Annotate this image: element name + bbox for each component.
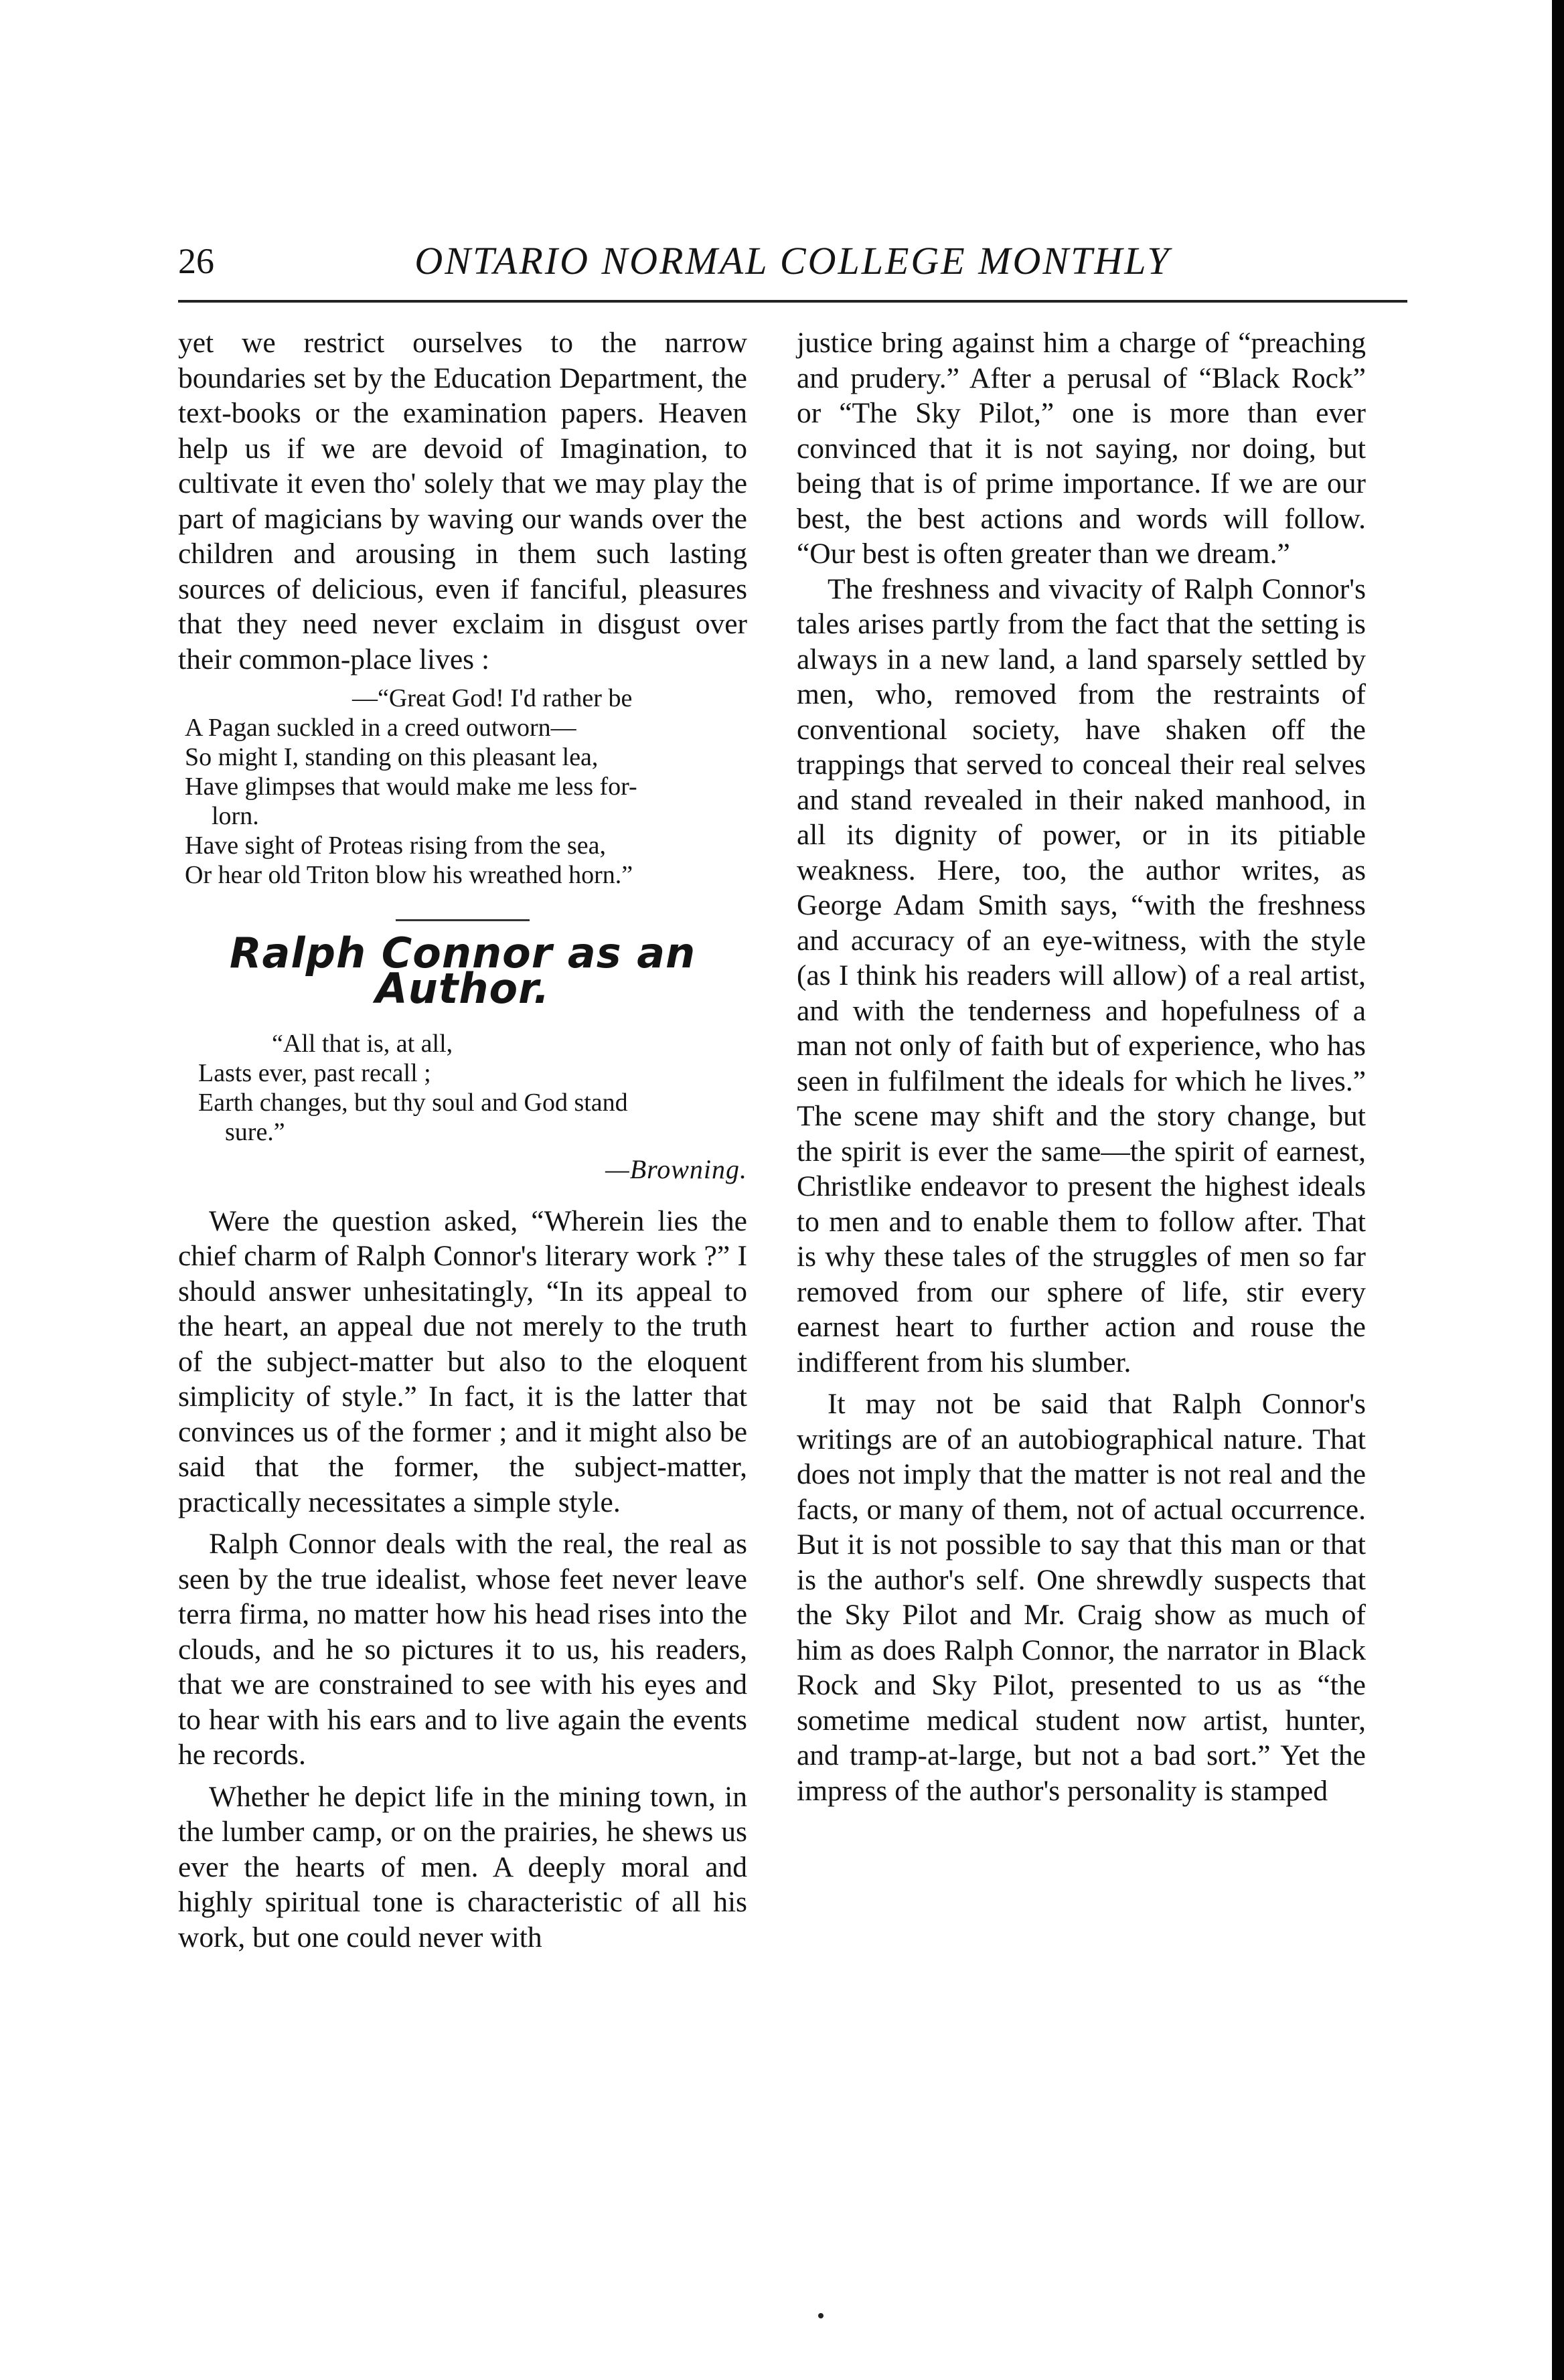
epigraph bbox=[198, 1029, 747, 1147]
section-separator bbox=[396, 919, 530, 921]
paragraph: Ralph Connor deals with the real, the real as seen by the true idealist, whose feet never leave terra firma, no matter how his head rises into the clouds, and he so pictures it to us, his readers, that we are constrained to see with his eyes and to hear with his ears and to live again the events he records. bbox=[178, 1528, 747, 1771]
paragraph: yet we restrict ourselves to the narrow boundaries set by the Education Department, the text-books or the examination papers. Heaven help us if we are devoid of Imagination, to cultivate it even tho' solely that we may play the part of magicians by waving our wands over the children and arousing in them such lasting sources of delicious, even if fanciful, pleasures that they need never exclaim in disgust over their common-place lives : bbox=[178, 327, 747, 676]
article-title: Ralph Connor as an Author. bbox=[229, 929, 696, 1013]
epigraph-line: “All that is, at all, bbox=[272, 1030, 453, 1058]
poem-line: lorn. bbox=[212, 802, 259, 830]
running-title: ONTARIO NORMAL COLLEGE MONTHLY bbox=[414, 239, 1171, 283]
right-column bbox=[797, 325, 1366, 2267]
ink-dot bbox=[818, 2313, 824, 2318]
paragraph: Were the question asked, “Wherein lies the chief charm of Ralph Connor's literary work ?” I should answer unhesitatingly, “In its appeal to the heart, an appeal due not merely to the truth of the subject-matter but also to the eloquent simplicity of style.” In fact, it is the latter that convinces us of the former ; and it might also be said that the former, the subject-matter, practically necessitates a simple style. bbox=[178, 1204, 747, 1518]
epigraph-line: Lasts ever, past recall ; bbox=[198, 1059, 431, 1087]
poem-line: Have glimpses that would make me less for- bbox=[185, 773, 637, 801]
paragraph: Whether he depict life in the mining town, in the lumber camp, or on the prairies, he shews us ever the hearts of men. A deeply moral and highly spiritual tone is characteristic of all his work, but one could never with bbox=[178, 1780, 747, 1954]
poem-line: Have sight of Proteas rising from the sea, bbox=[185, 831, 606, 860]
header-rule bbox=[178, 300, 1407, 303]
page-edge bbox=[1552, 0, 1564, 2380]
poem-quote bbox=[185, 684, 747, 890]
epigraph-line: Earth changes, but thy soul and God stand bbox=[198, 1089, 628, 1117]
page-header bbox=[178, 234, 1407, 288]
left-column bbox=[178, 325, 747, 2267]
page-number: 26 bbox=[178, 241, 214, 281]
poem-line: Or hear old Triton blow his wreathed horn.” bbox=[185, 861, 633, 889]
paragraph: justice bring against him a charge of “preaching and prudery.” After a perusal of “Black Rock” or “The Sky Pilot,” one is more than ever convinced that it is not saying, nor doing, but being that is of prime importance. If we are our best, the best actions and words will follow. “Our best is often greater than we dream.” bbox=[797, 327, 1366, 570]
poem-line: So might I, standing on this pleasant lea, bbox=[185, 743, 599, 771]
epigraph-line: sure.” bbox=[225, 1118, 285, 1146]
paragraph: The freshness and vivacity of Ralph Connor's tales arises partly from the fact that the setting is always in a new land, a land sparsely settled by men, who, removed from the restraints of conventional society, have shaken off the trappings that served to conceal their real selves and stand revealed in their naked manhood, in all its dignity of power, or in its pitiable weakness. Here, too, the author writes, as George Adam Smith says, “with the freshness and accuracy of an eye-witness, with the style (as I think his readers will allow) of a real artist, and with the tenderness and hopefulness of a man not only of faith but of experience, who has seen in fulfilment the ideals for which he lives.” The scene may shift and the story change, but the spirit is ever the same—the spirit of earnest, Christlike endeavor to present the highest ideals to men and to enable them to follow after. That is why these tales of the struggles of men so far removed from our sphere of life, stir every earnest heart to further action and rouse the indifferent from his slumber. bbox=[797, 572, 1366, 1378]
poem-line: —“Great God! I'd rather be bbox=[352, 684, 633, 712]
poem-line: A Pagan suckled in a creed outworn— bbox=[185, 714, 576, 742]
epigraph-attribution: —Browning. bbox=[605, 1154, 747, 1184]
paragraph: It may not be said that Ralph Connor's writings are of an autobiographical nature. That does not imply that the matter is not real and the facts, or many of them, not of actual occurrence. But it is not possible to say that this man or that is the author's self. One shrewdly suspects that the Sky Pilot and Mr. Craig show as much of him as does Ralph Connor, the narrator in Black Rock and Sky Pilot, presented to us as “the sometime medical student now artist, hunter, and tramp-at-large, but not a bad sort.” Yet the impress of the author's personality is stamped bbox=[797, 1388, 1366, 1807]
